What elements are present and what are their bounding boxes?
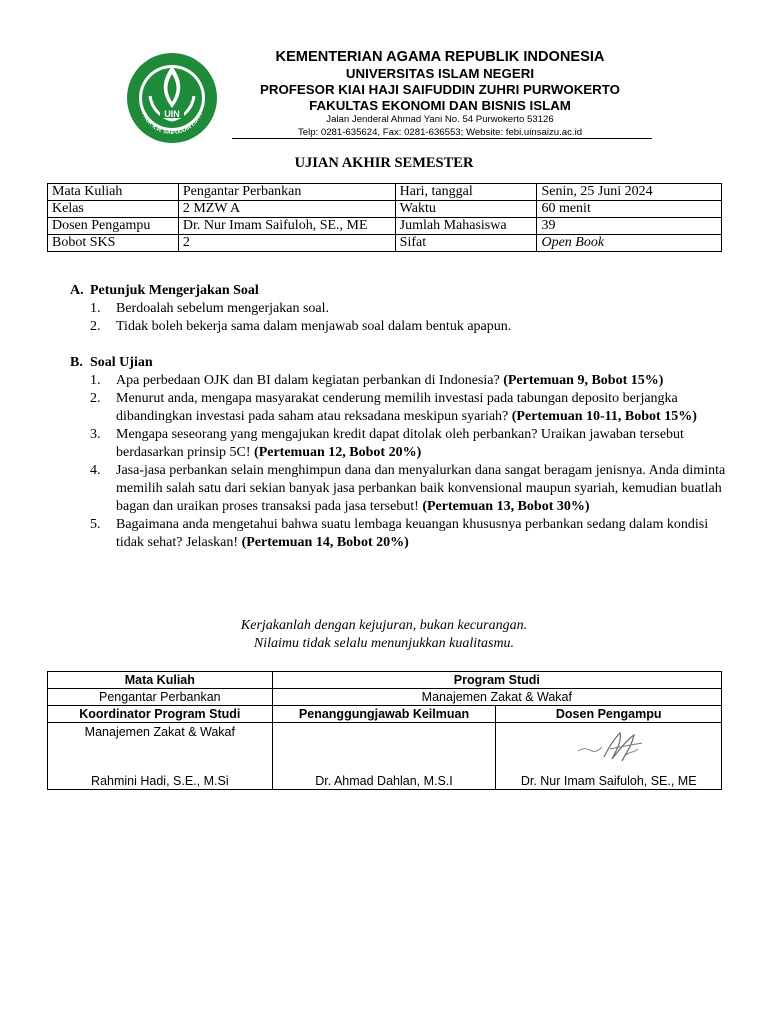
ministry-name: KEMENTERIAN AGAMA REPUBLIK INDONESIA: [275, 49, 605, 65]
info-value: Dr. Nur Imam Saifuloh, SE., ME: [178, 218, 395, 235]
address: Jalan Jenderal Ahmad Yani No. 54 Purwokerto 53126: [326, 114, 554, 125]
question-item: 3. Mengapa seseorang yang mengajukan kredit dapat ditolak oleh perbankan? Uraikan jawaban tersebut berdasarkan prinsip 5C! (Pertemuan 12, Bobot 20%): [90, 427, 684, 460]
section-a-title: Petunjuk Mengerjakan Soal: [90, 283, 259, 298]
section-b-title: Soal Ujian: [90, 355, 153, 370]
svg-text:PROF. K.H. SAIFUDDIN ZUHRI: PROF. K.H. SAIFUDDIN ZUHRI: [139, 111, 205, 137]
table-row: [48, 689, 722, 706]
handwritten-signature-icon: [576, 727, 648, 765]
table-row: [48, 672, 722, 689]
faculty-name: FAKULTAS EKONOMI DAN BISNIS ISLAM: [309, 98, 571, 113]
exam-info-table: [47, 183, 722, 252]
info-value: 39: [537, 218, 722, 235]
section-b-heading: B. Soal Ujian: [70, 355, 153, 370]
info-label: Kelas: [48, 201, 179, 218]
coordinator-name: Rahmini Hadi, S.E., M.Si: [91, 774, 229, 788]
table-row: [48, 706, 722, 723]
info-label: Sifat: [395, 235, 537, 252]
institution-block: [225, 48, 655, 139]
university-full-name: PROFESOR KIAI HAJI SAIFUDDIN ZUHRI PURWOKERTO: [259, 82, 621, 97]
info-value: 2 MZW A: [178, 201, 395, 218]
lecturer-name: Dr. Nur Imam Saifuloh, SE., ME: [520, 774, 697, 788]
lecturer-header: Dosen Pengampu: [496, 706, 722, 723]
table-row: [48, 201, 722, 218]
motto-line: Nilaimu tidak selalu menunjukkan kualitasmu.: [253, 636, 515, 651]
uin-logo-icon: [126, 52, 218, 144]
table-row: [48, 184, 722, 201]
motto: [0, 617, 768, 653]
program-header: Program Studi: [272, 672, 721, 689]
program-value: Manajemen Zakat & Wakaf: [272, 689, 721, 706]
table-row: [48, 723, 722, 790]
responsible-header: Penanggungjawab Keilmuan: [272, 706, 496, 723]
question-item: 1. Apa perbedaan OJK dan BI dalam kegiatan perbankan di Indonesia? (Pertemuan 9, Bobot 15%): [90, 373, 664, 388]
question-list: [70, 372, 730, 552]
responsible-name: Dr. Ahmad Dahlan, M.S.I: [315, 774, 453, 788]
list-item: 2. Tidak boleh bekerja sama dalam menjawab soal dalam bentuk apapun.: [90, 319, 512, 334]
info-label: Hari, tanggal: [395, 184, 537, 201]
question-item: 5. Bagaimana anda mengetahui bahwa suatu lembaga keuangan khususnya perbankan sedang dalam kondisi tidak sehat? Jelaskan! (Pertemuan 14, Bobot 20%): [90, 517, 709, 550]
info-label: Jumlah Mahasiswa: [395, 218, 537, 235]
course-value: Pengantar Perbankan: [48, 689, 273, 706]
info-label: Waktu: [395, 201, 537, 218]
info-value: Open Book: [537, 235, 722, 252]
exam-sections: [70, 282, 730, 552]
info-value: Senin, 25 Juni 2024: [537, 184, 722, 201]
section-a-heading: A. Petunjuk Mengerjakan Soal: [70, 283, 259, 298]
table-row: [48, 218, 722, 235]
question-item: 4. Jasa-jasa perbankan selain menghimpun dana dan menyalurkan dana sangat beragam jenisnya. Anda diminta memilih salah satu dari sekian banyak jasa perbankan baik konvensional maupun syariah, kemudian buatlah bagan dan uraikan proses transaksi pada jasa tersebut! (Pertemuan 13, Bobot 30%): [90, 463, 726, 514]
instruction-list: [70, 300, 730, 336]
coordinator-signature-cell: [48, 723, 273, 790]
contact: Telp: 0281-635624, Fax: 0281-636553; Website: febi.uinsaizu.ac.id: [297, 126, 583, 138]
table-row: [48, 235, 722, 252]
lecturer-signature-cell: [496, 723, 722, 790]
exam-title: UJIAN AKHIR SEMESTER: [294, 155, 474, 171]
university-name: UNIVERSITAS ISLAM NEGERI: [345, 66, 535, 81]
responsible-signature-cell: [272, 723, 496, 790]
svg-text:UIN: UIN: [164, 109, 180, 119]
coordinator-header: Koordinator Program Studi: [48, 706, 273, 723]
course-header: Mata Kuliah: [48, 672, 273, 689]
info-label: Bobot SKS: [48, 235, 179, 252]
info-value: 60 menit: [537, 201, 722, 218]
letterhead: [0, 0, 768, 145]
question-item: 2. Menurut anda, mengapa masyarakat cenderung memilih investasi pada tabungan deposito berjangka dibandingkan investasi pada saham atau reksadana meskipun syariah? (Pertemuan 10-11, Bobot 15%): [90, 391, 697, 424]
header-divider: [232, 138, 652, 139]
motto-line: Kerjakanlah dengan kejujuran, bukan kecurangan.: [240, 618, 528, 633]
info-label: Mata Kuliah: [48, 184, 179, 201]
info-label: Dosen Pengampu: [48, 218, 179, 235]
info-value: 2: [178, 235, 395, 252]
approval-table: [47, 671, 722, 790]
coordinator-program: Manajemen Zakat & Wakaf: [84, 725, 235, 739]
list-item: 1. Berdoalah sebelum mengerjakan soal.: [90, 301, 330, 316]
info-value: Pengantar Perbankan: [178, 184, 395, 201]
